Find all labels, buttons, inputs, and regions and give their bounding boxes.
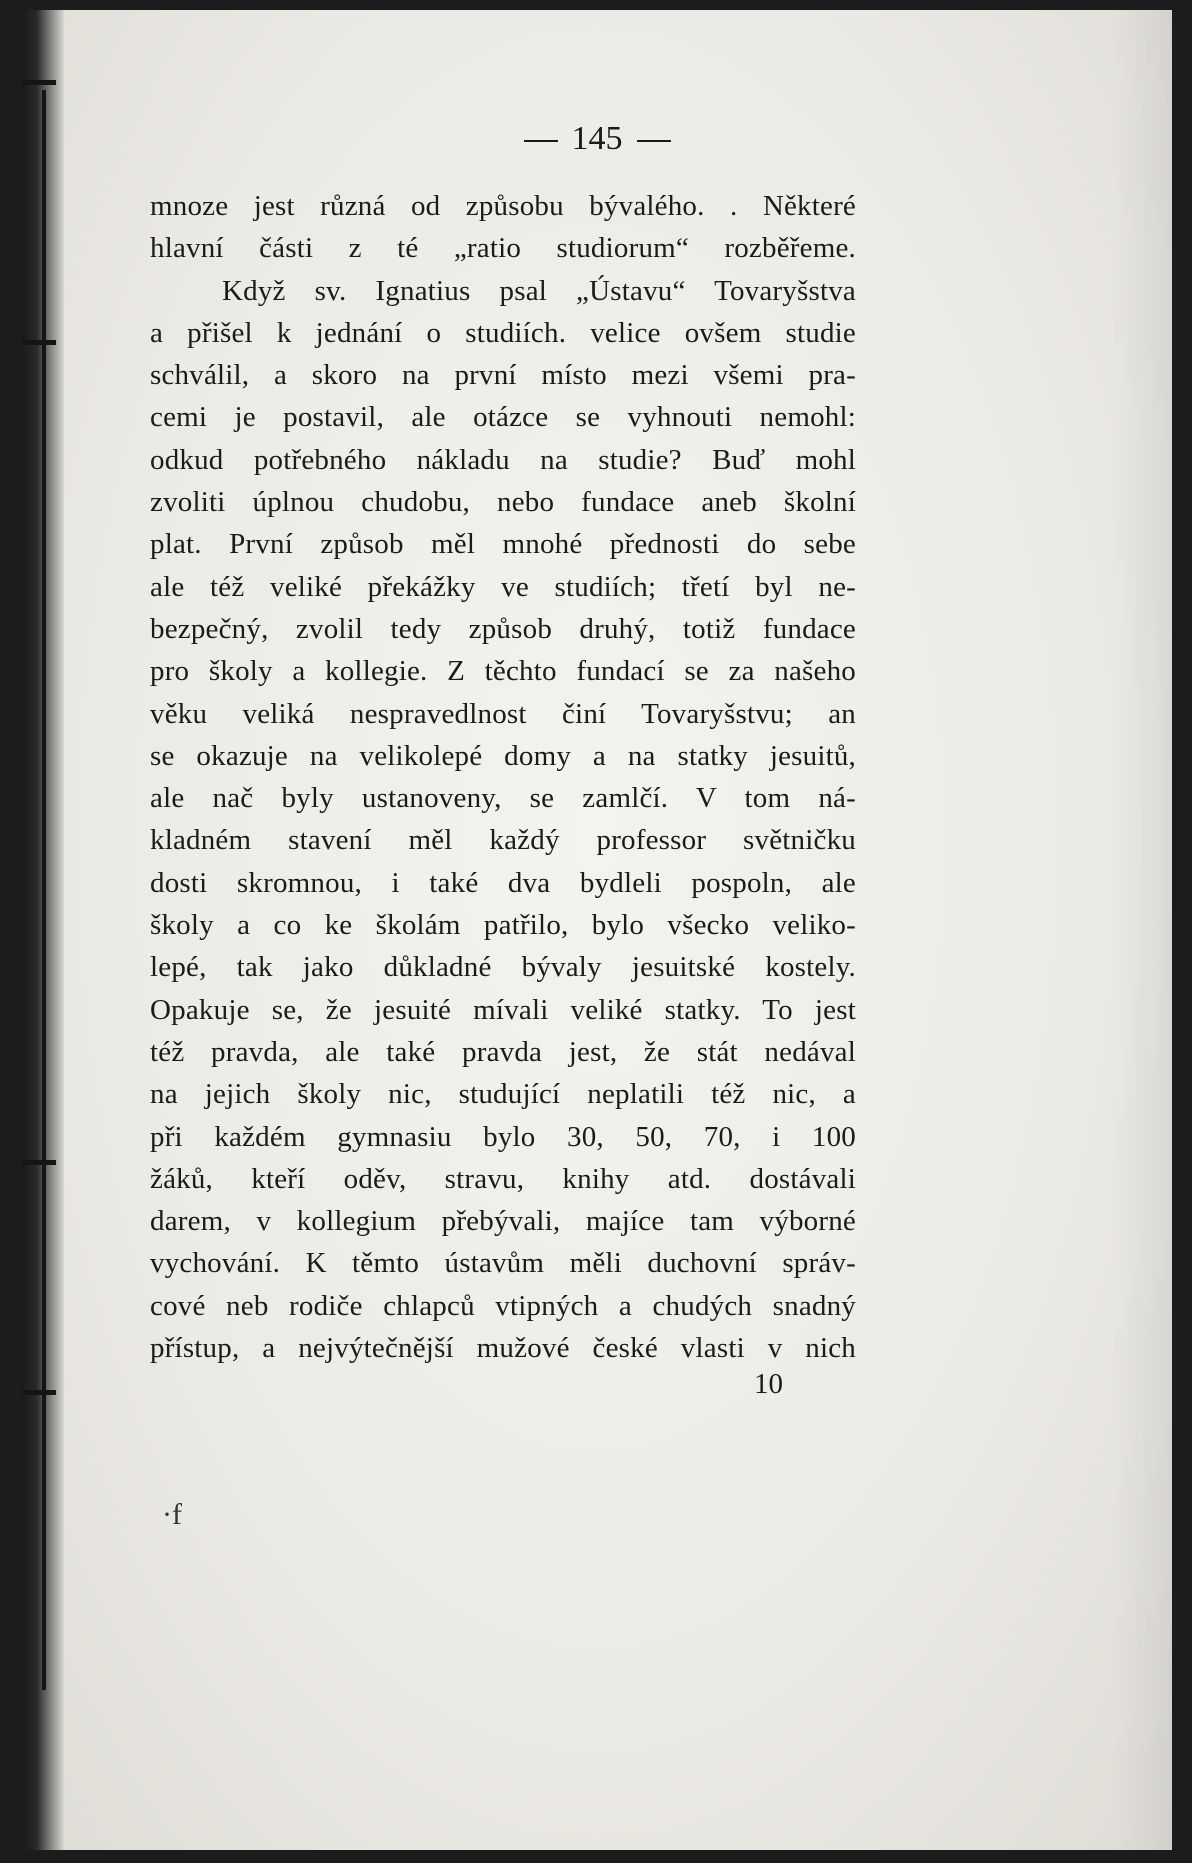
text-line: lepé, tak jako důkladné bývaly jesuitské kostely. — [150, 951, 856, 984]
binding-tick — [22, 340, 56, 345]
binding-tick — [22, 80, 56, 85]
text-line: se okazuje na velikolepé domy a na statky jesuitů, — [150, 739, 856, 772]
text-line: ale též veliké překážky ve studiích; třetí byl ne- — [150, 570, 856, 603]
stray-ink-mark: ·f — [162, 1498, 182, 1531]
text-line: a přišel k jednání o studiích. velice ovšem studie — [150, 316, 856, 349]
page-edge-shade — [1112, 10, 1172, 1850]
signature-mark: 10 — [754, 1368, 783, 1400]
text-line: vychování. K těmto ústavům měli duchovní správ- — [150, 1247, 856, 1280]
binding-tick — [22, 1160, 56, 1165]
binding-edge — [42, 90, 46, 1690]
text-line: zvoliti úplnou chudobu, nebo fundace aneb školní — [150, 486, 856, 519]
binding-tick — [22, 1390, 56, 1395]
text-line: odkud potřebného nákladu na studie? Buď mohl — [150, 443, 856, 476]
page-header — [22, 120, 1172, 158]
text-line: na jejich školy nic, studující neplatili též nic, a — [150, 1078, 856, 1111]
page-number: 145 — [571, 120, 623, 157]
text-line: hlavní části z té „ratio studiorum“ rozběřeme. — [150, 232, 856, 265]
text-line: ale nač byly ustanoveny, se zamlčí. V tom ná- — [150, 782, 856, 815]
text-line: plat. První způsob měl mnohé přednosti do sebe — [150, 528, 856, 561]
text-line: dosti skromnou, i také dva bydleli pospoln, ale — [150, 866, 856, 899]
text-line: cové neb rodiče chlapců vtipných a chudých snadný — [150, 1289, 856, 1322]
text-line: Opakuje se, že jesuité mívali veliké statky. To jest — [150, 993, 856, 1026]
text-line: školy a co ke školám patřilo, bylo všecko veliko- — [150, 909, 856, 942]
text-line: mnoze jest různá od způsobu bývalého. . Některé — [150, 190, 856, 222]
text-line: přístup, a nejvýtečnější mužové české vlasti v nich — [150, 1332, 856, 1365]
body-text — [150, 185, 856, 1369]
text-line: darem, v kollegium přebývali, majíce tam výborné — [150, 1205, 856, 1238]
header-dash-right — [637, 140, 671, 142]
text-line: kladném stavení měl každý professor světničku — [150, 824, 856, 857]
text-line: Když sv. Ignatius psal „Ústavu“ Tovaryšstva — [222, 274, 856, 307]
text-line: schválil, a skoro na první místo mezi všemi pra- — [150, 359, 856, 392]
text-line: též pravda, ale také pravda jest, že stát nedával — [150, 1035, 856, 1068]
text-line: žáků, kteří oděv, stravu, knihy atd. dostávali — [150, 1162, 856, 1195]
text-line: cemi je postavil, ale otázce se vyhnouti nemohl: — [150, 401, 856, 434]
text-line: bezpečný, zvolil tedy způsob druhý, totiž fundace — [150, 612, 856, 645]
book-page — [22, 10, 1172, 1850]
text-line: při každém gymnasiu bylo 30, 50, 70, i 100 — [150, 1120, 856, 1153]
text-line: věku veliká nespravedlnost činí Tovaryšstvu; an — [150, 697, 856, 730]
header-dash-left — [524, 140, 558, 142]
text-line: pro školy a kollegie. Z těchto fundací se za našeho — [150, 655, 856, 688]
